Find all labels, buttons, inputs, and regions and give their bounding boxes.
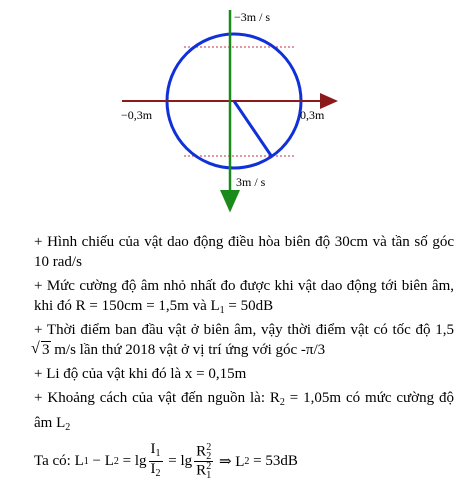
paragraph-2-tail: = 50dB bbox=[224, 298, 274, 314]
paragraph-5-middle: = 1,05m có mức cường độ âm L bbox=[34, 390, 454, 431]
frac1-den-sub: 2 bbox=[155, 468, 161, 479]
paragraph-3-tail: m/s lần thứ 2018 vật ở vị trí ứng với góc -π/3 bbox=[50, 342, 326, 358]
frac2-num-sup: 2 bbox=[206, 442, 212, 453]
formula-line bbox=[34, 442, 298, 481]
paragraph-5-subscript: 2 bbox=[279, 397, 285, 408]
formula-eq1: = lg bbox=[118, 453, 147, 469]
frac1-num-sub: 1 bbox=[155, 448, 161, 459]
paragraph-3-text: + Thời điểm ban đầu vật ở biên âm, vậy thời điểm vật có tốc độ 1,5 bbox=[34, 322, 454, 338]
phase-circle-diagram bbox=[0, 0, 469, 222]
formula-lead: Ta có: L bbox=[34, 453, 84, 469]
paragraph-5 bbox=[14, 388, 454, 438]
paragraph-1-text: + Hình chiếu của vật dao động điều hòa biên độ 30cm và tần số góc 10 rad/s bbox=[34, 234, 454, 270]
formula-result-sub: 2 bbox=[244, 456, 250, 467]
radius-vector bbox=[234, 101, 272, 157]
paragraph-2-text: + Mức cường độ âm nhỏ nhất đo được khi vật dao động tới biên âm, khi đó R = 150cm = 1,5m và L bbox=[34, 278, 454, 314]
formula-minus: − L bbox=[88, 453, 114, 469]
formula-eq2: = lg bbox=[164, 453, 193, 469]
formula-sub-2: 2 bbox=[113, 456, 119, 467]
paragraph-5-text: + Khoảng cách của vật đến nguồn là: R bbox=[34, 390, 280, 406]
fraction-distance bbox=[194, 443, 213, 480]
frac2-num-sub: 2 bbox=[206, 451, 212, 462]
frac1-den: I bbox=[150, 461, 156, 477]
top-velocity-label: −3m / s bbox=[234, 10, 271, 24]
formula-arrow: ⇒ L bbox=[215, 454, 245, 470]
formula-sub-1: 1 bbox=[83, 456, 89, 467]
paragraph-2-subscript: 1 bbox=[219, 305, 225, 316]
paragraph-3 bbox=[14, 320, 454, 360]
frac2-den-sub: 1 bbox=[206, 470, 212, 481]
formula-result: = 53dB bbox=[249, 453, 298, 469]
frac2-num: R bbox=[196, 443, 207, 460]
paragraph-1 bbox=[14, 232, 454, 272]
sqrt-symbol bbox=[34, 340, 51, 360]
left-position-label: −0,3m bbox=[121, 108, 153, 122]
frac2-den: R bbox=[196, 462, 207, 479]
paragraph-2 bbox=[14, 276, 454, 321]
paragraph-4-text: + Li độ của vật khi đó là x = 0,15m bbox=[34, 366, 247, 382]
paragraph-5-subscript-2: 2 bbox=[65, 422, 71, 433]
frac2-den-sup: 2 bbox=[206, 461, 212, 472]
right-position-label: 0,3m bbox=[300, 108, 325, 122]
bottom-velocity-label: 3m / s bbox=[236, 175, 266, 189]
sqrt-value: 3 bbox=[42, 342, 50, 358]
frac1-num: I bbox=[150, 441, 156, 457]
fraction-intensity bbox=[149, 442, 163, 481]
paragraph-4 bbox=[14, 364, 454, 384]
